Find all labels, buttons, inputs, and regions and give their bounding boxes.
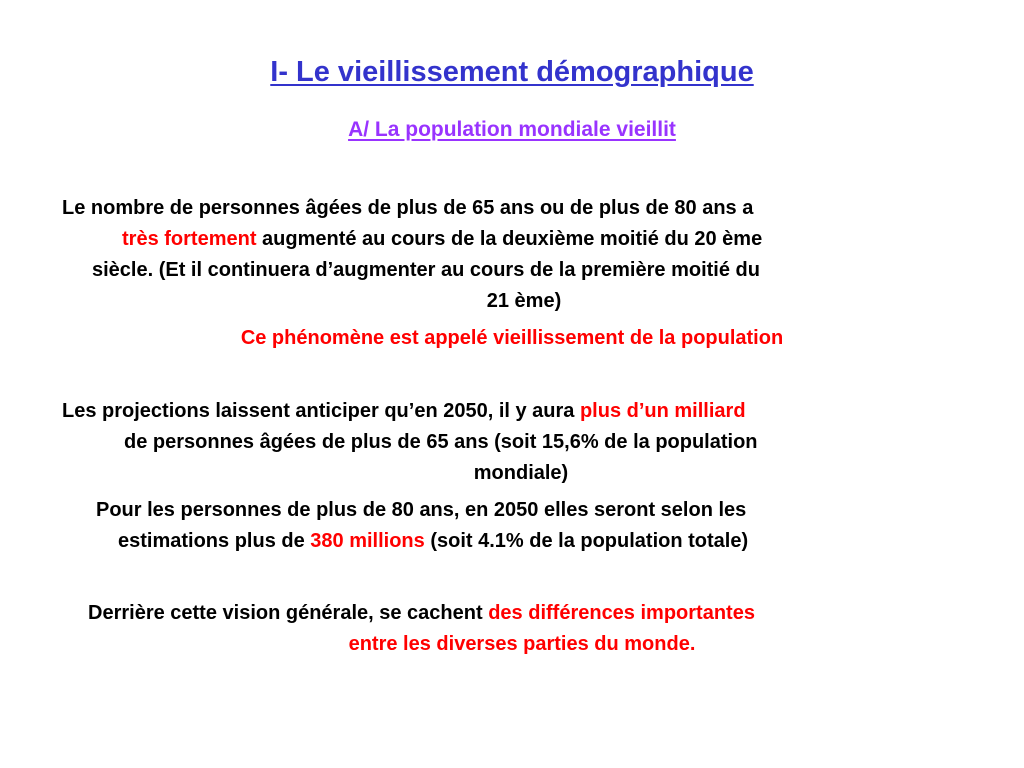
paragraph-projections <box>62 396 962 489</box>
p3-line3: mondiale) <box>473 462 569 484</box>
paragraph-phenomenon <box>62 323 962 354</box>
slide-title: I- Le vieillissement démographique <box>270 56 754 88</box>
p1-emphasis: très fortement <box>122 228 257 250</box>
paragraph-over-80 <box>62 495 962 557</box>
p1-line3: siècle. (Et il continuera d’augmenter au cours de la première moitié du <box>92 259 760 281</box>
paragraph-differences <box>62 598 962 660</box>
p1-line2-rest: augmenté au cours de la deuxième moitié du 20 ème <box>256 228 763 250</box>
p4-line1: Pour les personnes de plus de 80 ans, en 2050 elles seront selon les <box>96 499 747 521</box>
p5-line1 <box>62 598 962 629</box>
p4-line2-end: (soit 4.1% de la population totale) <box>424 530 749 552</box>
p3-line1 <box>62 396 962 427</box>
p3-emphasis: plus d’un milliard <box>579 400 746 422</box>
p1-line2 <box>62 224 962 255</box>
paragraph-elderly-growth <box>62 193 962 317</box>
p4-line2 <box>62 526 962 557</box>
p5-line2: entre les diverses parties du monde. <box>348 633 696 655</box>
p3-line1-text: Les projections laissent anticiper qu’en 2050, il y aura <box>62 400 580 422</box>
p1-line4: 21 ème) <box>486 290 562 312</box>
p3-line2: de personnes âgées de plus de 65 ans (soit 15,6% de la population <box>124 431 758 453</box>
p4-line2-start: estimations plus de <box>118 530 311 552</box>
p4-emphasis: 380 millions <box>310 530 425 552</box>
p5-emphasis: des différences importantes <box>488 602 755 624</box>
slide-subtitle: A/ La population mondiale vieillit <box>348 118 676 141</box>
p1-line1: Le nombre de personnes âgées de plus de 65 ans ou de plus de 80 ans a <box>62 197 754 219</box>
p5-line1-start: Derrière cette vision générale, se cachent <box>88 602 489 624</box>
p2-text: Ce phénomène est appelé vieillissement de la population <box>240 327 784 349</box>
